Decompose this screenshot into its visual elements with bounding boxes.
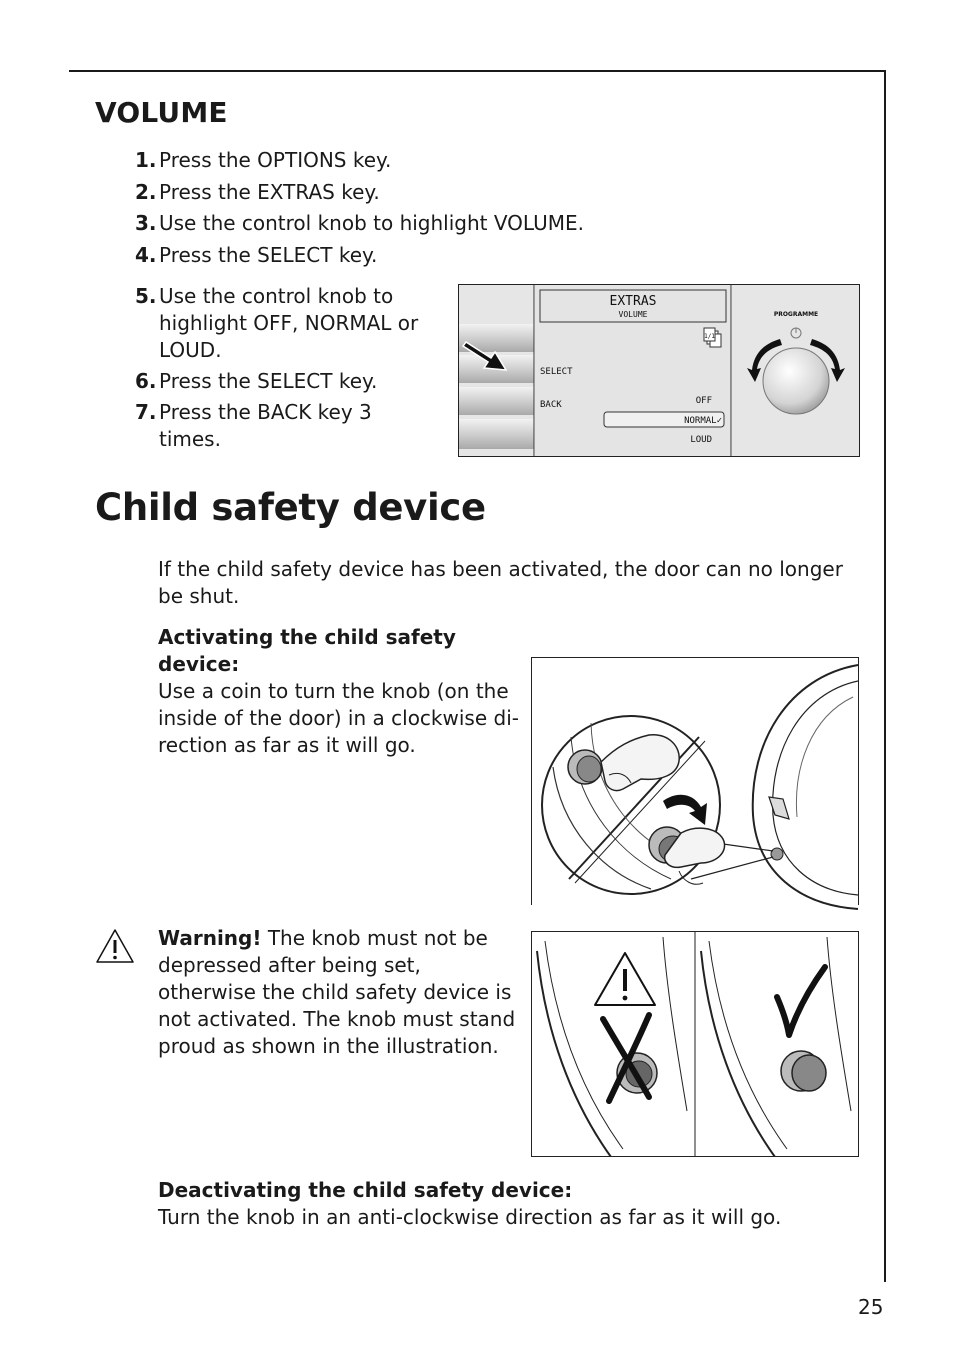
activate-text: Use a coin to turn the knob (on the inside of the door) in a clockwise direction as far as it will go. bbox=[158, 679, 519, 757]
step-item: 5. Use the control knob to highlight OFF, NORMAL or LOUD. bbox=[135, 284, 419, 362]
knob-before-icon bbox=[568, 750, 602, 784]
option-normal: NORMAL✓ bbox=[684, 416, 722, 426]
option-off: OFF bbox=[695, 396, 712, 406]
knob-position-illustration bbox=[531, 931, 859, 1157]
step-item: 3. Use the control knob to highlight VOLUME. bbox=[135, 211, 584, 235]
right-rule bbox=[884, 70, 886, 1282]
warning-triangle-icon bbox=[95, 928, 135, 964]
page-indicator-icon bbox=[704, 328, 721, 347]
volume-heading: VOLUME bbox=[95, 96, 228, 129]
deactivate-title: Deactivating the child safety device: bbox=[158, 1178, 573, 1202]
svg-text:1/1: 1/1 bbox=[704, 333, 715, 340]
option-loud: LOUD bbox=[690, 435, 712, 445]
warning-text: The knob must not be depressed after being set, otherwise the child safety device is not activated. The knob must stand proud as shown in the illustration. bbox=[158, 926, 516, 1058]
warning-section bbox=[158, 925, 518, 1060]
page-number: 25 bbox=[858, 1295, 884, 1319]
panel-key bbox=[459, 419, 534, 449]
volume-steps-list-continued bbox=[135, 283, 435, 457]
back-label: BACK bbox=[540, 400, 562, 410]
programme-knob bbox=[763, 348, 829, 414]
top-rule bbox=[69, 70, 886, 72]
step-item: 2. Press the EXTRAS key. bbox=[135, 179, 380, 204]
deactivate-section bbox=[158, 1177, 858, 1231]
child-safety-heading: Child safety device bbox=[95, 486, 486, 529]
display-title: EXTRAS bbox=[609, 294, 657, 309]
display-subtitle: VOLUME bbox=[618, 310, 648, 319]
activate-title: Activating the child safety device: bbox=[158, 625, 456, 676]
step-item: 7. Press the BACK key 3 times. bbox=[135, 400, 372, 451]
panel-key bbox=[459, 387, 534, 415]
select-label: SELECT bbox=[540, 367, 573, 377]
control-panel-illustration bbox=[458, 284, 860, 457]
step-item: 6. Press the SELECT key. bbox=[135, 369, 378, 393]
programme-label: PROGRAMME bbox=[773, 311, 819, 318]
door-knob-coin-illustration bbox=[531, 657, 859, 912]
warning-title: Warning! bbox=[158, 926, 262, 950]
child-safety-intro: If the child safety device has been activated, the door can no longer be shut. bbox=[158, 557, 843, 608]
step-item: 4. Press the SELECT key. bbox=[135, 242, 378, 267]
step-item: 1. Press the OPTIONS key. bbox=[135, 148, 392, 172]
activate-section bbox=[158, 624, 528, 759]
deactivate-text: Turn the knob in an anti-clockwise direction as far as it will go. bbox=[158, 1205, 782, 1229]
volume-steps-list bbox=[135, 147, 584, 273]
